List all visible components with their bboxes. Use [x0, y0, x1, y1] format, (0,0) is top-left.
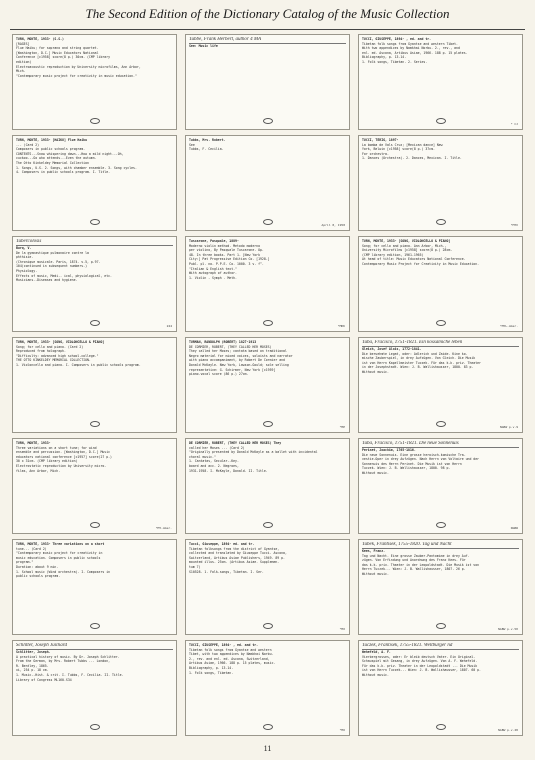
card-text-line: Die neue Sonnenuis. Eine grosse heroisch-komische Tra- — [362, 452, 466, 457]
page-number: 11 — [263, 744, 272, 753]
card-call-number: *MKK — [337, 324, 345, 328]
catalog-card — [185, 236, 350, 332]
card-text-line: DE CORMIER, ROBERT, (THEY CALLED HER MOSES) They — [189, 441, 282, 445]
card-text-line: Tibetan folksongs from the district of Gyantse, — [189, 546, 280, 551]
card-text-line: From the German, by Mrs. Robert Tubbs ... London, — [16, 659, 111, 664]
card-text-line: Song; for cello and piano. Ann Arbor, Mich., — [362, 243, 447, 248]
card-text-line: De la gymnastique pulmonaire contre la — [16, 250, 89, 255]
card-text-line: Sonnenuis des Herrn Perinet. Die Musik ist von Herrn — [362, 461, 462, 466]
card-punch-hole — [436, 623, 446, 629]
card-text-line: With two appendices by Namkhai Norbu. 2., rev., and — [362, 46, 460, 51]
card-text-line: Composers in public schools program. — [16, 147, 86, 152]
card-punch-hole — [263, 320, 273, 326]
card-text-line: 1. Music--Hist. & crit. I. Tubbs, F. Cecilia. II. Title. — [16, 672, 124, 677]
card-text-line: piano-vocal score (86 p.) 27cm. — [189, 372, 249, 377]
card-text-line: Wehefeld, A. F. — [362, 650, 391, 654]
handwritten-heading: Tubek, Frantisek, 1755-1820. Tag und Nacht — [362, 542, 519, 549]
card-text-line: ensemble and percussion. [Washington, D.C.] Music — [16, 450, 111, 455]
card-call-number: *MX — [339, 627, 345, 631]
card-text-line: with piano accompaniment, by Robert De Cormier and — [189, 358, 285, 363]
card-text-line: THE OTTO KINKELDEY MEMORIAL COLLECTION. — [16, 358, 91, 363]
card-text-line: Artibus Asiae, 1966. 188 p. 15 plates, music. — [189, 661, 276, 666]
card-text-line: 1. Cantatas, Secular--Key- — [189, 459, 239, 464]
card-call-number: *MTX — [510, 223, 518, 227]
card-text-line: La bomba de Vals Cruz; [Mexican dance] New — [362, 142, 443, 147]
card-text-line: Without music. — [362, 470, 389, 475]
card-punch-hole — [263, 421, 273, 427]
card-text-line: Für das k.k. priv. Theater in der Leopoldstadt ... Die Musik — [362, 663, 478, 668]
catalog-card — [185, 135, 350, 231]
card-text-line: choral music." — [189, 454, 216, 459]
card-text-line: [Washington, D.C.] Music Educators National — [16, 50, 99, 55]
card-text-line: "Italian & English text." — [189, 266, 237, 271]
card-text-line: DE CORMIER, ROBERT, (THEY CALLED HER MOSES) — [189, 344, 272, 349]
card-text-line: xi, 254 p. 18 cm. — [16, 668, 49, 673]
catalog-card — [185, 438, 350, 534]
catalog-card — [12, 236, 177, 332]
card-text-line: They called her Moses; cantata based on traditional — [189, 349, 287, 354]
card-text-line: Herrn Tuczek... Wien: J. B. Wallishausser, 1807. 26 p. — [362, 567, 466, 572]
card-text-line: ist von Herrn Kapellmeister Tuczek. Für das k.k. priv. Theater — [362, 360, 481, 365]
card-text-line: Reproduced from holograph. — [16, 349, 66, 354]
card-punch-hole — [90, 522, 100, 528]
card-text-line: Tubbs, Mrs. Robert. — [189, 138, 226, 142]
card-text-line: Effects of music, Medi-- ical, physiological, etc. — [16, 273, 112, 278]
card-text-line: Tibet, with two appendices by Namkhai Norbu. — [189, 652, 274, 657]
card-text-line: Kees, Franz. — [362, 549, 386, 553]
catalog-card — [12, 337, 177, 433]
card-text-line: Publ. pl. no. P.P.E. Co. 1000. 3 v. f°. — [189, 261, 264, 266]
card-text-line: S10528. 1. Folk-songs, Tibetan. I. Ser. — [189, 569, 264, 574]
card-punch-hole — [263, 724, 273, 730]
card-punch-hole — [436, 522, 446, 528]
card-text-line: The Otto Kinkeldey Memorial Collection — [16, 160, 89, 165]
card-punch-hole — [436, 724, 446, 730]
card-text-line: edition) — [16, 59, 32, 64]
card-text-line: Without music. — [362, 672, 389, 677]
catalog-card — [185, 640, 350, 736]
card-text-line: Physiology. — [16, 268, 38, 273]
card-text-line: (Chronique musicale. Paris, 1874. v.5, p.97- — [16, 259, 101, 264]
card-text-line: Contemporary Music Project for Creativity in Music Education. — [362, 261, 480, 266]
card-text-line: cuckoo.--Go who attends.--Even the autumn. — [16, 156, 97, 161]
card-text-line: Song; for cello and piano. (Card 2) — [16, 344, 84, 349]
card-text-line: 1. Violin - Symph - Meth. — [189, 275, 237, 280]
card-text-line: "Contemporary music project for creativity in — [16, 551, 103, 556]
card-text-line: Musicians--Diseases and hygiene. — [16, 278, 78, 283]
card-text-line: University Microfilms [c1958] score(8 p.) 28cm. — [362, 248, 453, 253]
card-text-line: Schauspiel mit Gesang, in drey Aufzügen. Von A. F. Wehefeld. — [362, 659, 478, 664]
card-text-line: City:] Pat Progressive Edition Co. [1928-] — [189, 257, 270, 262]
card-text-line: Mich. — [16, 69, 26, 74]
card-text-line: TURN, MONTE, 1933- Three variations on a short — [16, 542, 105, 546]
card-text-line: CONTENTS.--Snow whispering down.--How a mild night.--Oh, — [16, 151, 124, 156]
handwritten-heading: Tubercolosis — [16, 239, 173, 246]
card-call-number: *MY-Amer. — [155, 526, 172, 530]
card-text-line: Bibliography, p. 13-14. — [362, 55, 407, 60]
card-punch-hole — [263, 219, 273, 225]
card-text-line: "Contemporary music project for creativity in music education." — [16, 73, 137, 78]
card-text-line: public schools program. — [16, 574, 61, 579]
card-text-line: zügen. Von Erfindung und Anordnung des Franz Kees. Für — [362, 558, 466, 563]
card-text-line: in der Josephstadt. Wien: J. B. Wallishausser, 1800. 83 p. — [362, 365, 474, 370]
card-text-line: Tuczek. Wien: J. B. Wallishausser, 1800. 98 p. — [362, 466, 451, 471]
card-text-line: Die beruehmte Legat, oder: Adlerich und Zaide. Kine ko- — [362, 351, 468, 356]
card-text-line: 1. Songs, U.S. 2. Songs, with chamber ensemble. 3. Song cycles. — [16, 165, 137, 170]
catalog-card — [358, 236, 523, 332]
card-text-line: das k.k. priv. Theater in der Leopoldstadt. Die Musik ist von — [362, 562, 480, 567]
card-text-line: 48. In three books. Part 1- [New York — [189, 252, 261, 257]
card-text-line: Without music. — [362, 571, 389, 576]
card-text-line: "Originally presented by Donald McKayle as a ballet with incidental — [189, 450, 318, 455]
card-text-line: "Difficulty: advanced high school-college." — [16, 353, 99, 358]
catalog-card — [185, 539, 350, 635]
card-call-number: *MYL-Amer. — [499, 324, 518, 328]
card-text-line: ... (Card 2) — [16, 142, 40, 147]
card-punch-hole — [436, 219, 446, 225]
card-text-line: per violino, By Pasquale Tuscarone. Op. — [189, 248, 264, 253]
card-text-line: Tag und Nacht. Eine grosse Zauber-Pantomime in drey Auf- — [362, 553, 470, 558]
card-text-line: mische Zauberspiel, in drey Aufzügen. Von Gleich. Die Musik — [362, 356, 476, 361]
card-punch-hole — [90, 724, 100, 730]
card-punch-hole — [436, 320, 446, 326]
card-text-line: Without music. — [362, 369, 389, 374]
card-text-line: educators national conference [c1957] score(27 p.) — [16, 454, 112, 459]
catalog-card — [358, 640, 523, 736]
card-call-number: NGBW p.v.9 — [499, 425, 518, 429]
card-text-line: 1. Folk songs, Tibetan. 2. Series. — [362, 59, 428, 64]
catalog-card — [12, 438, 177, 534]
card-text-line: See: Music life — [189, 44, 218, 48]
card-text-line: (CMP library edition, 1961-1965) — [362, 252, 424, 257]
card-text-line: Vierbergrosses, oder: Er bleib deutsch Vater. Ein Original- — [362, 654, 476, 659]
card-call-number: * CJ — [510, 122, 518, 126]
card-text-line: board and acc. 2. Negroes, — [189, 463, 239, 468]
card-text-line: Flue Haiku; for soprano and string quartet. — [16, 46, 99, 51]
card-text-line: TURN, MONTE, 1933- [SONG, VIOLONCELLO & PIANO] — [362, 239, 451, 243]
card-punch-hole — [90, 421, 100, 427]
card-text-line: 1. Dances (Orchestra). 2. Dances, Mexican. I. Title. — [362, 156, 462, 161]
handwritten-heading: Tuba, Fracisco, 1751-1821. Ein kossamiche leben — [362, 340, 519, 347]
card-text-line: Electrostatic reproduction by University micro- — [16, 463, 107, 468]
card-text-line: phthisie. — [16, 255, 34, 260]
card-text-line: 30 x 31cm. (CMP library edition) — [16, 459, 78, 464]
handwritten-heading: Tubbe, Frank Herbert, author 4 MA — [189, 37, 346, 44]
card-text-line: representative: G. Schirmer, New York [c1959] — [189, 367, 276, 372]
card-call-number: NGBW — [510, 526, 518, 530]
card-text-line: TURN, MONTE, 1933- [HAIKU] Flue Haiku — [16, 138, 88, 142]
card-punch-hole — [90, 219, 100, 225]
card-punch-hole — [90, 623, 100, 629]
card-text-line: Tucci, Giuseppe, 1894- ed. and tr. — [189, 542, 255, 546]
card-text-line: See — [189, 142, 195, 147]
card-text-line: A practical history of music. By Dr. Joseph Schlitter. — [16, 654, 120, 659]
catalog-card-grid — [12, 34, 523, 742]
handwritten-heading: Schlitter, Joseph Juilliard — [16, 643, 173, 650]
card-text-line: Three variations on a short tune; for wind — [16, 445, 97, 450]
card-text-line: Schlitter, Joseph. — [16, 650, 51, 654]
catalog-card — [358, 337, 523, 433]
card-text-line: 1. Folk songs, Tibetan. — [189, 670, 234, 675]
card-call-number: April 8, 1958 — [321, 223, 345, 227]
card-text-line: 1. Violoncello and piano. I. Composers in public schools program. — [16, 362, 141, 367]
handwritten-heading: Tuczek, Frantisek, 1755-1821. Weltburger nd — [362, 643, 519, 650]
card-text-line: York, Belwin [c1958] score(8 p.) 37cm. — [362, 147, 435, 152]
card-text-line: For orchestra. — [362, 151, 389, 156]
card-text-line: R. Bentley, 1865. — [16, 663, 49, 668]
card-text-line: TURN, MONTE, 1933- (S.S.) — [16, 37, 64, 41]
card-text-line: Electroacoustic reproduction by University microfilms, Ann Arbor, — [16, 64, 141, 69]
card-text-line: program." — [16, 560, 34, 565]
header-rule — [10, 29, 525, 30]
card-text-line: tune... (Card 2) — [16, 546, 47, 551]
card-text-line: Tibetan folk songs from Gyantse and western Tibet. — [362, 41, 458, 46]
catalog-card — [358, 539, 523, 635]
card-text-line: 2., rev. and enl. ed. Ascona, Switzerland, — [189, 656, 270, 661]
card-text-line: called her Moses ... (Card 2) — [189, 445, 245, 450]
card-text-line: ist von Herrn Tuczek... Wien: J. B. Wallishausser, 1807. 60 p. — [362, 668, 481, 673]
card-punch-hole — [263, 623, 273, 629]
card-punch-hole — [90, 118, 100, 124]
card-text-line: TUCCI, TERIG, 1897- — [362, 138, 399, 142]
card-text-line: Bibliography, p. 13-14. — [189, 665, 234, 670]
card-text-line: [RAGES] — [16, 41, 30, 46]
page-header-title: The Second Edition of the Dictionary Catalog of the Music Collection — [85, 6, 450, 21]
catalog-card — [12, 135, 177, 231]
card-text-line: collected and translated by Giuseppe Tucci. Ascona, — [189, 551, 287, 556]
card-text-line: TUCCI, GIUSEPPE, 1894- , ed. and tr. — [362, 37, 432, 41]
card-punch-hole — [263, 118, 273, 124]
card-text-line: music education. Composers in public schools — [16, 555, 101, 560]
card-call-number: NGBW p.v.28 — [498, 728, 518, 732]
card-text-line: films, Ann Arbor, Mich. — [16, 468, 61, 473]
card-text-line: 1931-1958. I. McKayle, Donald. II. Title. — [189, 468, 268, 473]
card-text-line: TURMAN, RANDOLPH (ROBERT) 1827-1913 — [189, 340, 257, 344]
card-call-number: *MP — [339, 425, 345, 429]
card-punch-hole — [436, 421, 446, 427]
card-punch-hole — [436, 118, 446, 124]
card-text-line: TURN, MONTE, 1933- — [16, 441, 51, 445]
card-call-number: 244 — [166, 324, 172, 328]
card-text-line: Conference [c1958] score(8 p.) 30cm. (CMP library — [16, 55, 111, 60]
catalog-card — [358, 34, 523, 130]
card-text-line: 4. Composers in public schools program. I. Title. — [16, 170, 111, 175]
card-text-line: Perinet, Joachim, 1765-1816. — [362, 448, 416, 452]
card-text-line: At head of title: Music Educators National Conference. — [362, 257, 466, 262]
card-text-line: Burq, V. — [16, 246, 32, 250]
card-punch-hole — [263, 522, 273, 528]
handwritten-heading: Tuba, Fracisco, 1751-1821. Die neue Sonnenuis — [362, 441, 519, 448]
card-text-line: Tibetan folk songs from Gyantse and western — [189, 647, 272, 652]
card-text-line: Gleich, Josef Alois, 1772-1841. — [362, 347, 422, 351]
catalog-card — [185, 34, 350, 130]
card-text-line: tum 7) — [189, 564, 201, 569]
card-call-number: NGBW p.v.50 — [498, 627, 518, 631]
catalog-card — [185, 337, 350, 433]
card-text-line: 1. School music (Wind orchestra). I. Composers in — [16, 569, 111, 574]
card-text-line: Library of Congress ML160.S34 — [16, 677, 72, 682]
card-text-line: TURN, MONTE, 1933- [SONG, VIOLONCELLO & PIANO] — [16, 340, 105, 344]
card-text-line: Donald McKayle. New York, Lawson-Gould; sole selling — [189, 362, 289, 367]
card-text-line: Switzerland, Artibus Asiae Publishers, 1949. 89 p. — [189, 555, 285, 560]
card-text-line: enl. ed. Ascona, Artibus Asiae, 1966. 188 p. 15 plates. — [362, 50, 468, 55]
card-call-number: *MO — [339, 728, 345, 732]
card-text-line: With autograph of author. — [189, 271, 237, 276]
card-text-line: vestie-Oper in drey Aufzügen. Nach Herrn von Voltaire und der — [362, 457, 480, 462]
catalog-card — [12, 34, 177, 130]
card-text-line: Negro material for mixed voices, soloists and narrator — [189, 353, 293, 358]
catalog-card — [358, 135, 523, 231]
catalog-card — [358, 438, 523, 534]
card-text-line: Duration: about 9 min. — [16, 564, 59, 569]
card-text-line: 104(continued in subsequent numbers.) — [16, 264, 88, 269]
card-punch-hole — [90, 320, 100, 326]
card-text-line: mounted illus. 25cm. (Artibus Asiae. Supplemen- — [189, 560, 280, 565]
card-text-line: Tubbs, F. Cecilia. — [189, 147, 224, 152]
catalog-card — [12, 539, 177, 635]
card-text-line: Tuscarone, Pasquale, 1889- — [189, 239, 239, 243]
card-text-line: Moderno violin method. Metodo moderno — [189, 243, 261, 248]
catalog-card — [12, 640, 177, 736]
card-text-line: TUCCI, GIUSEPPE, 1894- , ed. and tr. — [189, 643, 259, 647]
